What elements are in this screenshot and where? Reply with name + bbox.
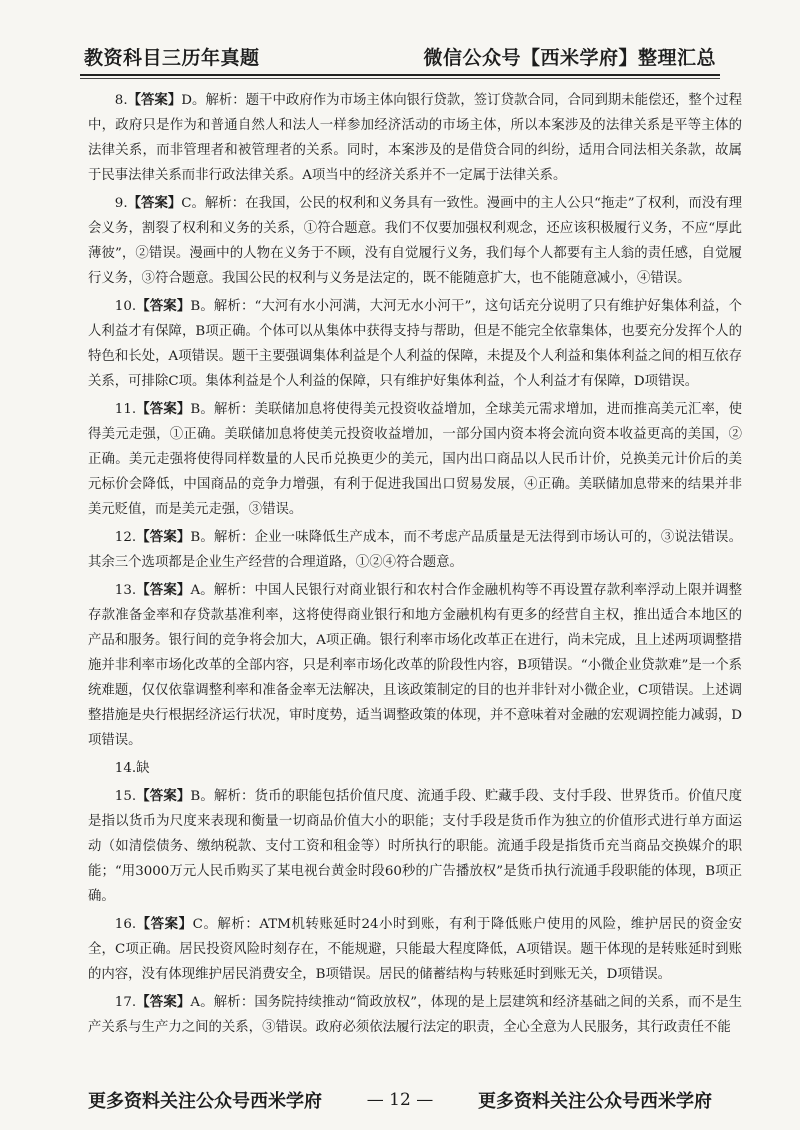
answer-item xyxy=(88,191,742,291)
header-left: 教资科目三历年真题 xyxy=(84,47,260,69)
answer-tag: 【答案】 xyxy=(136,916,193,932)
answer-text: C。解析：在我国，公民的权利和义务具有一致性。漫画中的主人公只“拖走”了权利，而没有理会义务，割裂了权利和义务的关系，①符合题意。我们不仅要加强权利观念，还应该积极履行义务，不应“厚此薄彼”，②错误。漫画中的人物在义务于不顾，没有自觉履行义务，我们每个人都要有主人翁的责任感，自觉履行义务，③符合题意。我国公民的权利与义务是法定的，既不能随意扩大，也不能随意减小，④错误。 xyxy=(88,196,742,286)
answer-text: B。解析：货币的职能包括价值尺度、流通手段、贮藏手段、支付手段、世界货币。价值尺度是指以货币为尺度来表现和衡量一切商品价值大小的职能；支付手段是货币作为独立的价值形式进行单方面运动（如清偿债务、缴纳税款、支付工资和租金等）时所执行的职能。流通手段是指货币充当商品交换媒介的职能；“用3000万元人民币购买了某电视台黄金时段60秒的广告播放权”是货币执行流通手段职能的体现，B项正确。 xyxy=(88,789,742,904)
answer-tag: 【答案】 xyxy=(136,298,191,314)
answer-text: A。解析：国务院持续推动“简政放权”，体现的是上层建筑和经济基础之间的关系，而不是生产关系与生产力之间的关系，③错误。政府必须依法履行法定的职责，全心全意为人民服务，其行政责任不能 xyxy=(88,995,743,1035)
footer-left: 更多资料关注公众号西米学府 xyxy=(88,1091,322,1112)
item-number: 14. xyxy=(114,761,137,776)
answer-text: 缺 xyxy=(136,761,150,776)
answer-text: C。解析：ATM机转账延时24小时到账，有利于降低账户使用的风险，维护居民的资金安全，C项正确。居民投资风险时刻存在，不能规避，只能最大程度降低，A项错误。题干体现的是转账延时到账的内容，没有体现维护居民消费安全，B项错误。居民的储蓄结构与转账延时到账无关，D项错误。 xyxy=(88,917,742,982)
answer-text: D。解析：题干中政府作为市场主体向银行贷款，签订贷款合同，合同到期未能偿还，整个过程中，政府只是作为和普通自然人和法人一样参加经济活动的市场主体，所以本案涉及的法律关系是平等主体的法律关系，而非管理者和被管理者的关系。同时，本案涉及的是借贷合同的纠纷，适用合同法相关条款，故属于民事法律关系而非行政法律关系。A项当中的经济关系并不一定属于法律关系。 xyxy=(88,93,743,183)
answer-item xyxy=(88,88,742,188)
answer-tag: 【答案】 xyxy=(136,529,191,545)
item-number: 15. xyxy=(114,789,137,804)
answer-tag: 【答案】 xyxy=(136,582,191,598)
item-number: 8. xyxy=(114,93,128,108)
answer-item xyxy=(88,784,742,909)
header-rule xyxy=(80,74,720,76)
page-footer xyxy=(88,1088,712,1112)
item-number: 9. xyxy=(114,196,128,211)
answer-text: B。解析：美联储加息将使得美元投资收益增加，全球美元需求增加，进而推高美元汇率，使得美元走强，①正确。美联储加息将使美元投资收益增加，一部分国内资本将会流向资本收益更高的美国，②正确。美元走强将使得同样数量的人民币兑换更少的美元，国内出口商品以人民币计价，兑换美元计价后的美元标价会降低，中国商品的竞争力增强，有利于促进我国出口贸易发展，④正确。美联储加息带来的结果并非美元贬值，而是美元走强，③错误。 xyxy=(88,402,742,517)
answer-item xyxy=(88,756,742,781)
header-right: 微信公众号【西米学府】整理汇总 xyxy=(423,47,716,69)
item-number: 17. xyxy=(114,995,137,1010)
answer-tag: 【答案】 xyxy=(136,401,191,417)
answer-tag: 【答案】 xyxy=(127,92,182,108)
answer-content xyxy=(88,88,742,1043)
answer-item xyxy=(88,525,742,575)
answer-tag: 【答案】 xyxy=(127,195,182,211)
answer-item xyxy=(88,990,742,1040)
item-number: 13. xyxy=(114,583,137,598)
item-number: 16. xyxy=(114,917,137,932)
answer-text: B。解析：企业一味降低生产成本，而不考虑产品质量是无法得到市场认可的，③说法错误。其余三个选项都是企业生产经营的合理道路，①②④符合题意。 xyxy=(88,530,742,570)
page-number: — 12 — xyxy=(366,1090,434,1110)
header-rule-thin xyxy=(80,78,720,79)
footer-right: 更多资料关注公众号西米学府 xyxy=(477,1091,712,1112)
answer-item xyxy=(88,397,742,522)
page-header xyxy=(84,36,716,70)
answer-item xyxy=(88,578,742,753)
item-number: 11. xyxy=(114,402,137,417)
item-number: 12. xyxy=(114,530,137,545)
answer-text: B。解析：“大河有水小河满，大河无水小河干”，这句话充分说明了只有维护好集体利益，个人利益才有保障，B项正确。个体可以从集体中获得支持与帮助，但是不能完全依靠集体，也要充分发挥个人的特色和长处，A项错误。题干主要强调集体利益是个人利益的保障，未提及个人利益和集体利益之间的相互依存关系，可排除C项。集体利益是个人利益的保障，只有维护好集体利益，个人利益才有保障，D项错误。 xyxy=(88,299,743,389)
answer-text: A。解析：中国人民银行对商业银行和农村合作金融机构等不再设置存款利率浮动上限并调整存款准备金率和存贷款基准利率，这将使得商业银行和地方金融机构有更多的经营自主权，推出适合本地区的产品和服务。银行间的竞争将会加大，A项正确。银行利率市场化改革正在进行，尚未完成，且上述两项调整措施并非利率市场化改革的全部内容，只是利率市场化改革的阶段性内容，B项错误。“小微企业贷款难”是一个系统难题，仅仅依靠调整利率和准备金率无法解决，且该政策制定的目的也并非针对小微企业，C项错误。上述调整措施是央行根据经济运行状况，审时度势，适当调整政策的体现，并不意味着对金融的宏观调控能力减弱，D项错误。 xyxy=(88,583,743,748)
answer-item xyxy=(88,294,742,394)
item-number: 10. xyxy=(114,299,137,314)
answer-tag: 【答案】 xyxy=(136,994,191,1010)
answer-tag: 【答案】 xyxy=(136,788,191,804)
answer-item xyxy=(88,912,742,987)
